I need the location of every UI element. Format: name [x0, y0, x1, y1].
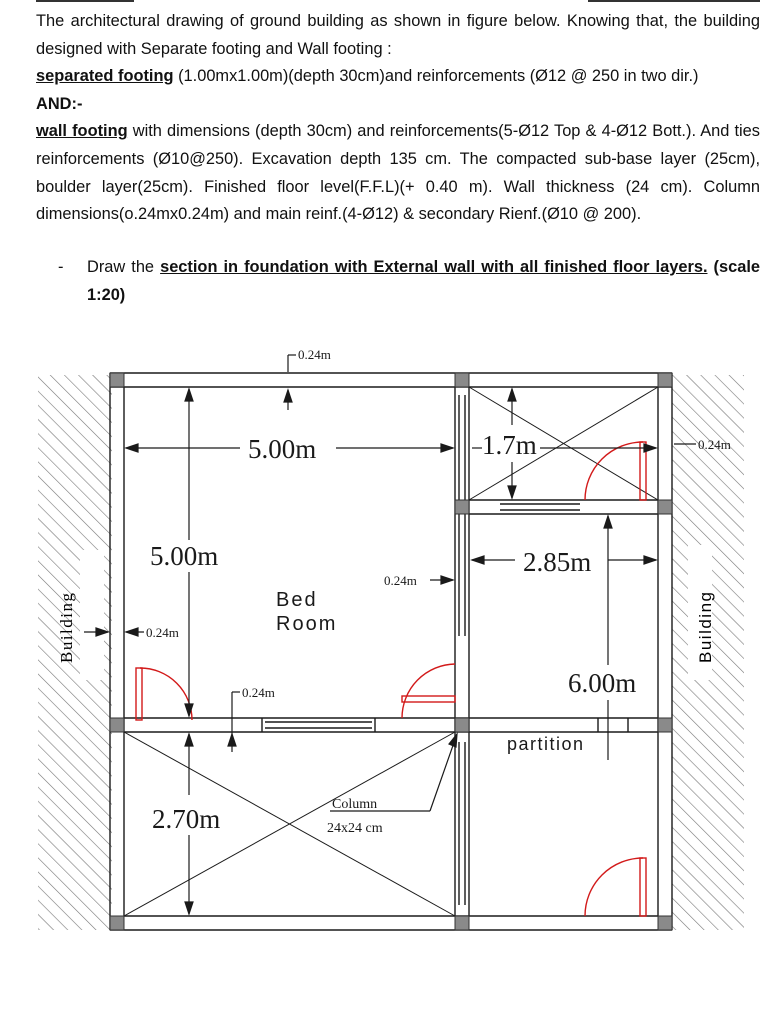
task-scale: (scale 1:20)	[87, 258, 760, 304]
column	[110, 718, 124, 732]
door-swing	[140, 668, 192, 720]
dim-main-height: 5.00m	[150, 541, 219, 571]
column	[110, 916, 124, 930]
dim-bottom-room: 2.70m	[152, 804, 221, 834]
column	[658, 916, 672, 930]
task-emphasis: section in foundation with External wall with all finished floor layers.	[160, 258, 708, 276]
column	[658, 373, 672, 387]
and-label: AND:-	[36, 94, 83, 113]
top-rule-right	[588, 0, 760, 2]
dim-right-room: 2.85m	[523, 547, 592, 577]
column	[455, 500, 469, 514]
column	[455, 916, 469, 930]
door-leaf	[640, 858, 646, 916]
building-label-left: Building	[57, 591, 76, 663]
wall-footing-text: with dimensions (depth 30cm) and reinforcements(5-Ø12 Top & 4-Ø12 Bott.). And ties reinforcements (Ø10@250). Excavation depth 135 cm. The compacted sub-base layer (25cm), boulder layer(25cm). Finished floor level(F.F.L)(+ 0.40 m). Wall thickness (24 cm). Column dimensions(o.24mx0.24m) and main reinf.(4-Ø12) & secondary Rienf.(Ø10 @ 200).	[36, 122, 760, 224]
separated-footing-title: separated footing	[36, 67, 174, 86]
dim-right-wall: 0.24m	[698, 437, 731, 452]
dim-small-room: 1.7m	[482, 430, 537, 460]
building-label-right: Building	[696, 590, 715, 663]
dim-top-wall: 0.24m	[298, 347, 331, 362]
column	[455, 718, 469, 732]
dim-main-width: 5.00m	[248, 434, 317, 464]
separated-footing-text: (1.00mx1.00m)(depth 30cm)and reinforcements (Ø12 @ 250 in two dir.)	[173, 67, 699, 86]
door-swing	[585, 442, 643, 500]
dim-left-wall: 0.24m	[146, 625, 179, 640]
void-cross-lines	[124, 387, 658, 916]
outer-walls	[110, 373, 672, 930]
door-swing	[402, 664, 455, 718]
room-label-line1: Bed	[276, 589, 318, 611]
dim-mid-wall: 0.24m	[242, 685, 275, 700]
column	[658, 500, 672, 514]
door-leaf	[136, 668, 142, 720]
top-rule-left	[36, 0, 134, 2]
inner-wall-vertical	[455, 387, 469, 916]
column	[658, 718, 672, 732]
door-leaf	[402, 696, 455, 702]
bullet-dash: -	[58, 258, 64, 276]
column	[455, 373, 469, 387]
floor-plan-drawing	[0, 300, 781, 1000]
separated-footing-line	[36, 63, 760, 91]
middle-wall-horizontal	[124, 718, 658, 732]
wall-footing-paragraph	[36, 118, 760, 228]
wall-footing-title: wall footing	[36, 122, 128, 141]
partition-label: partition	[507, 734, 585, 754]
column	[110, 373, 124, 387]
dim-inner-wall: 0.24m	[384, 573, 417, 588]
columns	[110, 373, 672, 930]
room-label-line2: Room	[276, 613, 338, 635]
column-size: 24x24 cm	[327, 821, 383, 836]
door-swing	[585, 858, 643, 916]
problem-statement	[36, 8, 760, 229]
intro-line: The architectural drawing of ground building as shown in figure below. Knowing that, the building designed with Separate footing and Wall footing :	[36, 12, 760, 58]
dim-total-right: 6.00m	[568, 668, 637, 698]
small-room-wall	[469, 500, 658, 514]
task-lead: Draw the	[87, 258, 161, 276]
column-label: Column	[332, 797, 378, 812]
